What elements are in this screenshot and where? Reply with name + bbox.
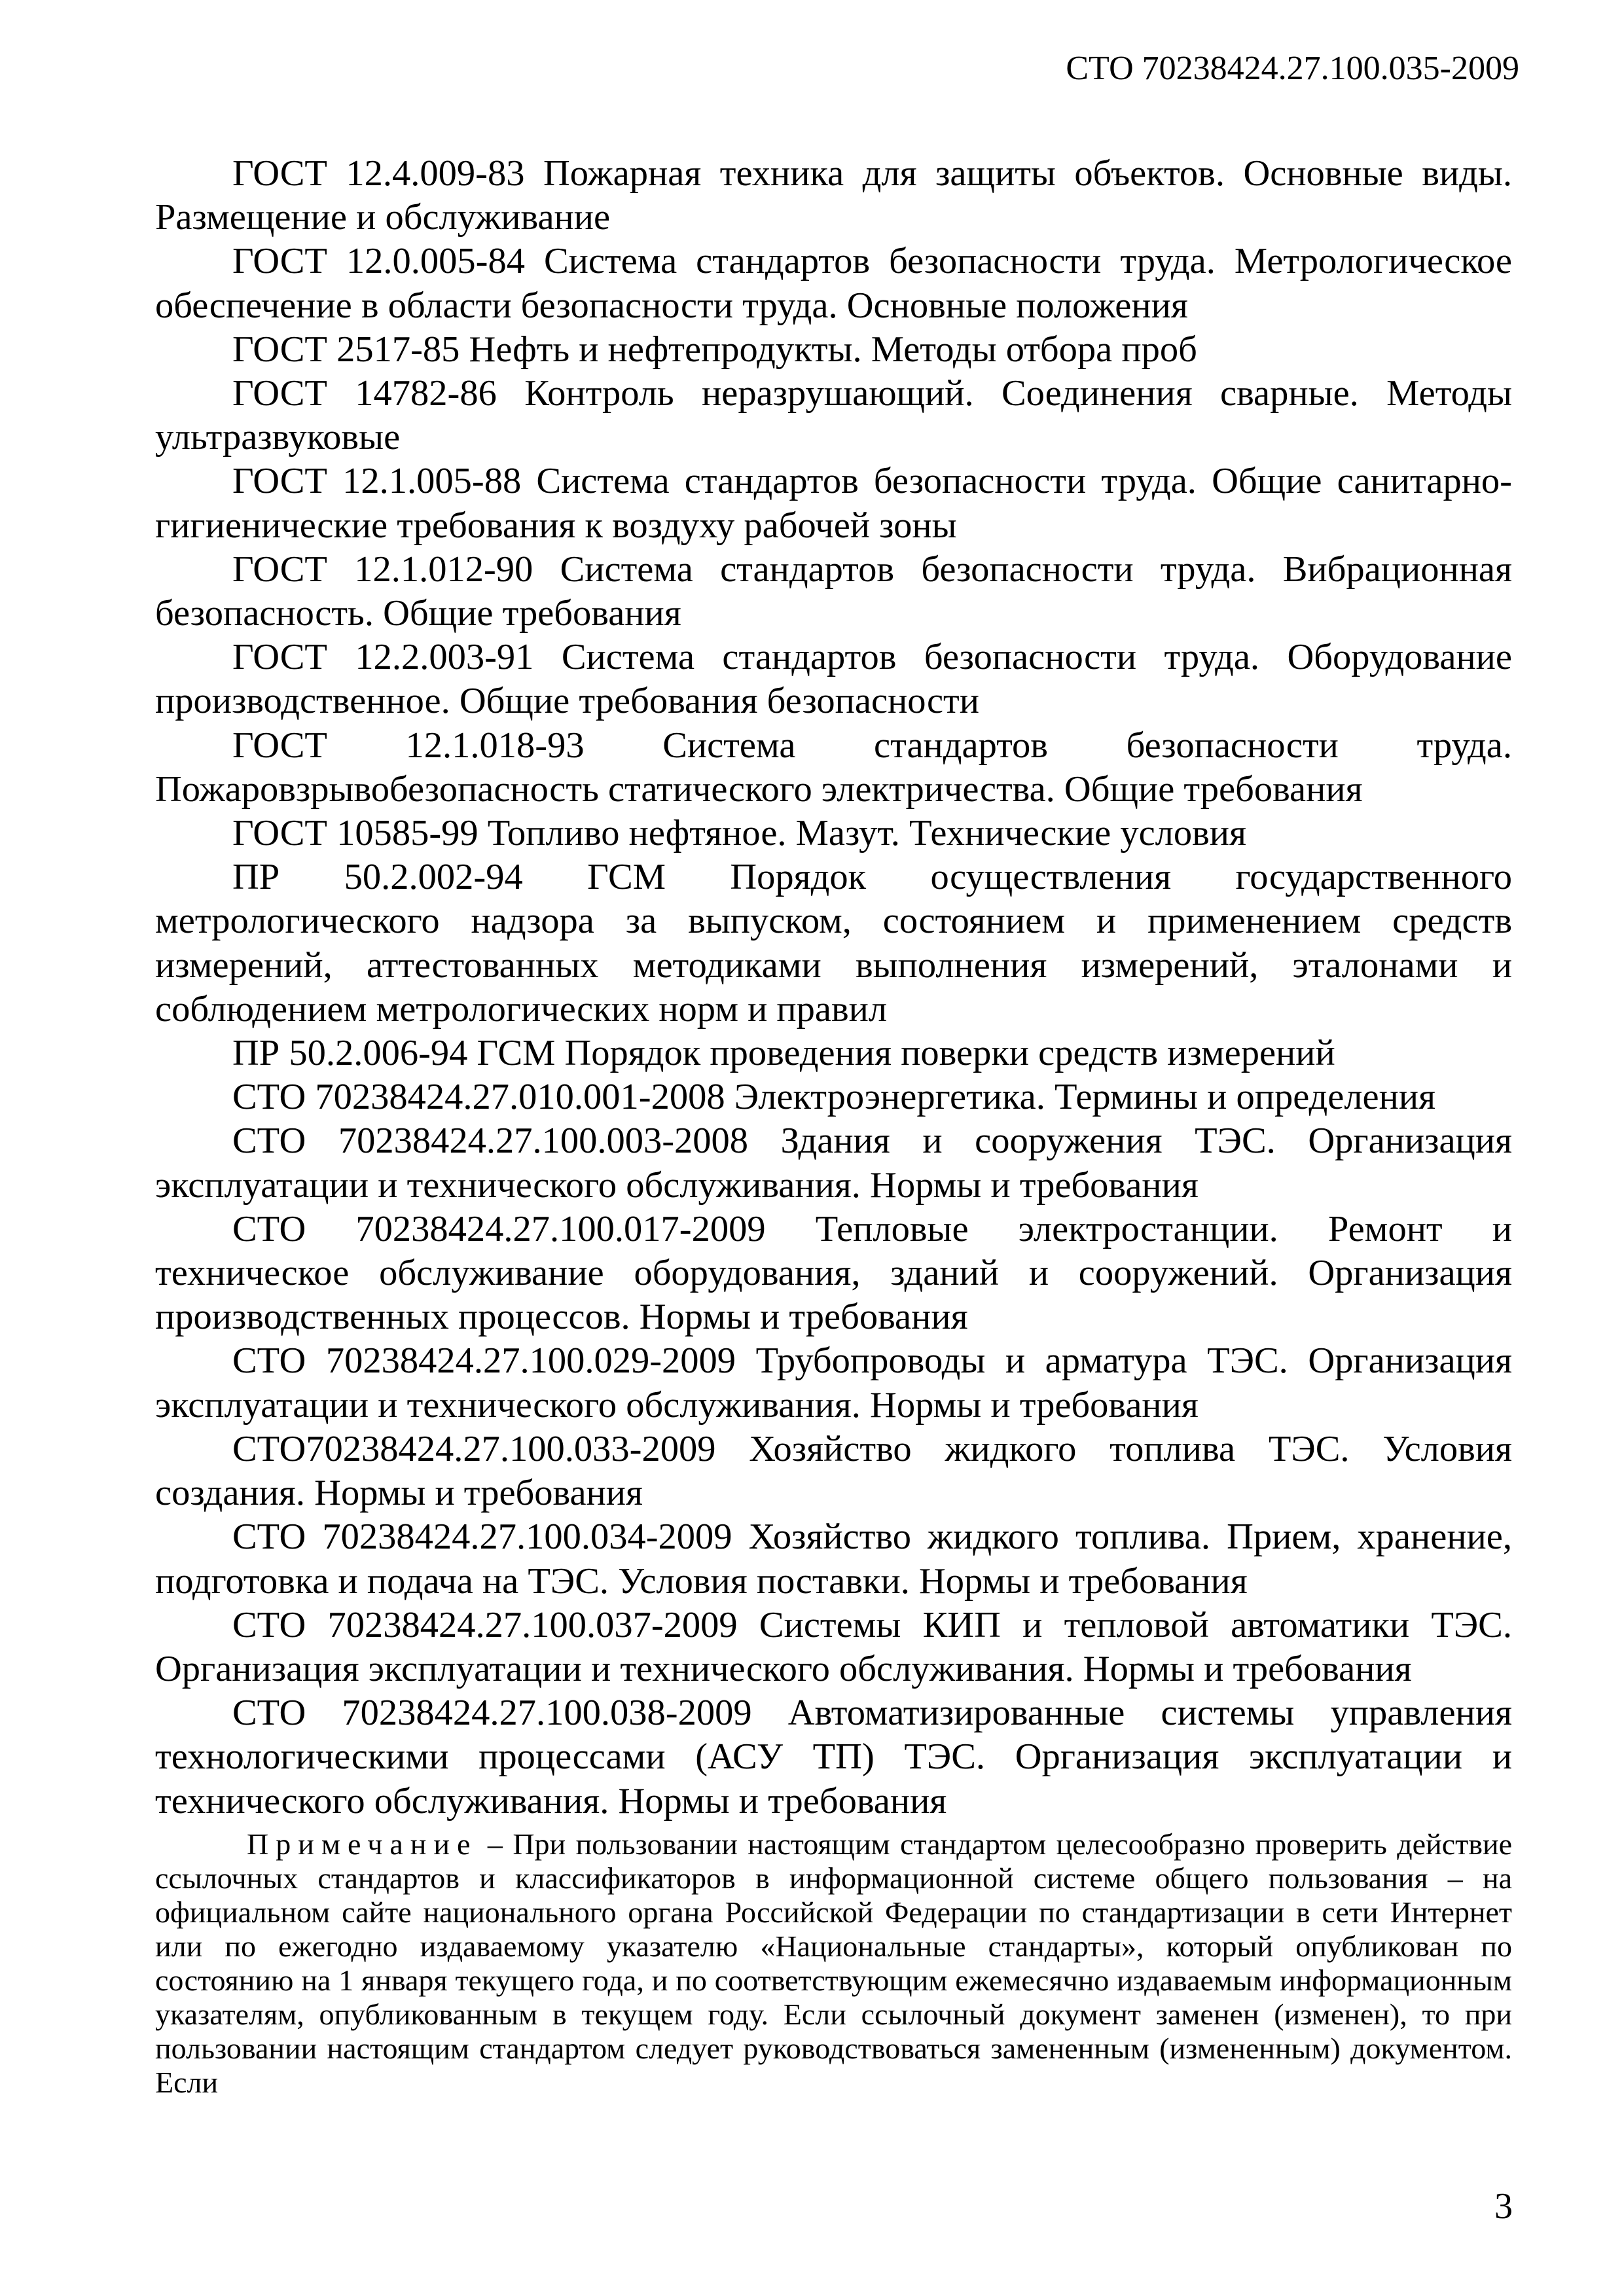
note-label: Примечание	[247, 1827, 478, 1861]
reference-item: ПР 50.2.006-94 ГСМ Порядок проведения поверки средств измерений	[232, 1033, 1335, 1074]
document-code: СТО 70238424.27.100.035-2009	[1066, 50, 1519, 87]
note-paragraph	[155, 1827, 1512, 2100]
reference-item: СТО70238424.27.100.033-2009 Хозяйство жидкого топлива ТЭС. Условия создания. Нормы и требования	[155, 1428, 1512, 1514]
reference-item: ГОСТ 14782-86 Контроль неразрушающий. Соединения сварные. Методы ультразвуковые	[155, 373, 1512, 458]
reference-item: СТО 70238424.27.100.017-2009 Тепловые электростанции. Ремонт и техническое обслуживание оборудования, зданий и сооружений. Организация производственных процессов. Нормы и требования	[155, 1208, 1512, 1338]
reference-item: СТО 70238424.27.100.029-2009 Трубопроводы и арматура ТЭС. Организация эксплуатации и технического обслуживания. Нормы и требования	[155, 1340, 1512, 1426]
reference-item: ГОСТ 12.1.018-93 Система стандартов безопасности труда. Пожаровзрывобезопасность статического электричества. Общие требования	[155, 725, 1512, 810]
reference-item: ГОСТ 12.2.003-91 Система стандартов безопасности труда. Оборудование производственное. Общие требования безопасности	[155, 637, 1512, 722]
reference-item: СТО 70238424.27.100.003-2008 Здания и сооружения ТЭС. Организация эксплуатации и технического обслуживания. Нормы и требования	[155, 1121, 1512, 1206]
reference-item: СТО 70238424.27.010.001-2008 Электроэнергетика. Термины и определения	[232, 1077, 1436, 1118]
page-number: 3	[1494, 2186, 1513, 2227]
normative-references	[155, 152, 1512, 2100]
reference-item: ГОСТ 2517-85 Нефть и нефтепродукты. Методы отбора проб	[232, 329, 1197, 370]
reference-item: СТО 70238424.27.100.037-2009 Системы КИП и тепловой автоматики ТЭС. Организация эксплуатации и технического обслуживания. Нормы и требования	[155, 1604, 1512, 1689]
reference-item: ГОСТ 12.4.009-83 Пожарная техника для защиты объектов. Основные виды. Размещение и обслуживание	[155, 153, 1512, 238]
reference-item: СТО 70238424.27.100.034-2009 Хозяйство жидкого топлива. Прием, хранение, подготовка и подача на ТЭС. Условия поставки. Нормы и требования	[155, 1516, 1512, 1602]
note-text: – При пользовании настоящим стандартом целесообразно проверить действие ссылочных стандартов и классификаторов в информационной системе общего пользования – на официальном сайте национального органа Российской Федерации по стандартизации в сети Интернет или по ежегодно издаваемому указателю «Национальные стандарты», который опубликован по состоянию на 1 января текущего года, и по соответствующим ежемесячно издаваемым информационным указателям, опубликованным в текущем году. Если ссылочный документ заменен (изменен), то при пользовании настоящим стандартом следует руководствоваться замененным (измененным) документом. Если	[155, 1827, 1512, 2099]
reference-item: ГОСТ 10585-99 Топливо нефтяное. Мазут. Технические условия	[232, 813, 1247, 854]
reference-item: ГОСТ 12.1.005-88 Система стандартов безопасности труда. Общие санитарно-гигиенические требования к воздуху рабочей зоны	[155, 461, 1512, 546]
reference-item: ГОСТ 12.0.005-84 Система стандартов безопасности труда. Метрологическое обеспечение в области безопасности труда. Основные положения	[155, 241, 1512, 326]
reference-item: ГОСТ 12.1.012-90 Система стандартов безопасности труда. Вибрационная безопасность. Общие требования	[155, 548, 1512, 634]
reference-item: ПР 50.2.002-94 ГСМ Порядок осуществления государственного метрологического надзора за выпуском, состоянием и применением средств измерений, аттестованных методиками выполнения измерений, эталонами и соблюдением метрологических норм и правил	[155, 857, 1512, 1030]
reference-item: СТО 70238424.27.100.038-2009 Автоматизированные системы управления технологическими процессами (АСУ ТП) ТЭС. Организация эксплуатации и технического обслуживания. Нормы и требования	[155, 1693, 1512, 1821]
